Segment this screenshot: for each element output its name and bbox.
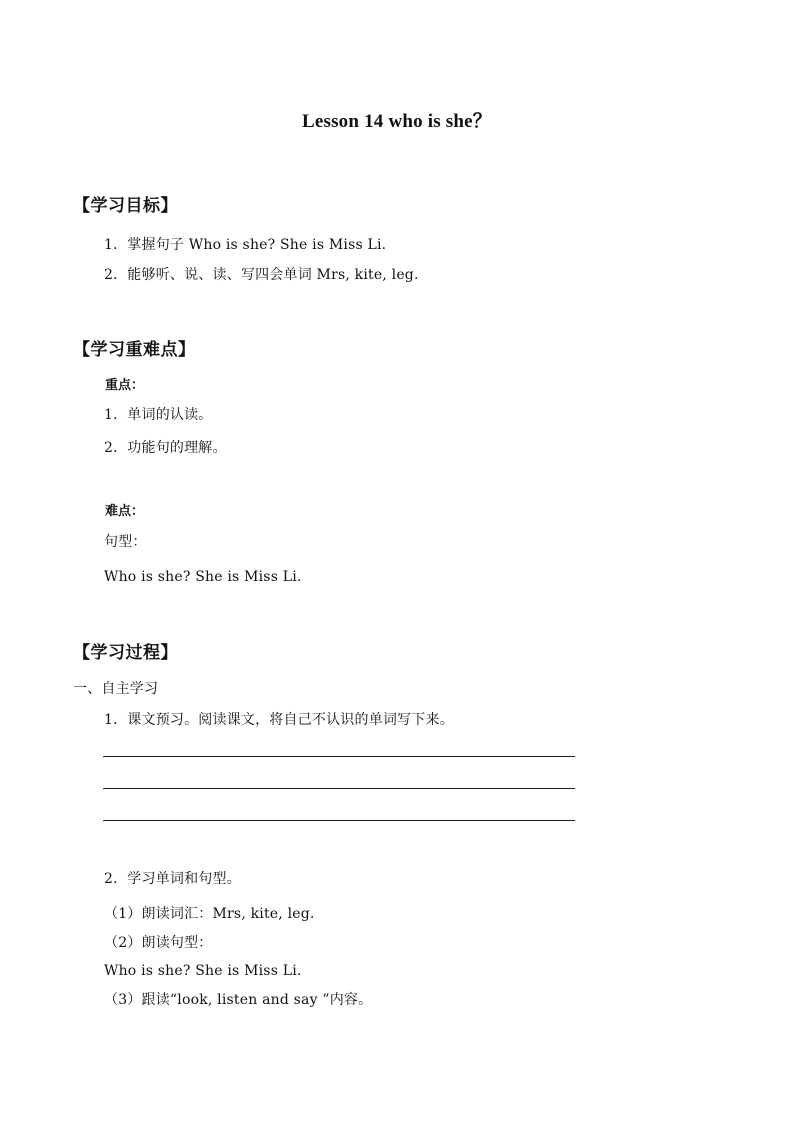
focus-item-1: 1．单词的认读。 bbox=[104, 407, 213, 423]
pattern-sentence: Who is she? She is Miss Li. bbox=[104, 569, 302, 585]
answer-line-2[interactable] bbox=[103, 788, 575, 789]
process-heading: 【学习过程】 bbox=[73, 643, 178, 663]
focus-item-2: 2．功能句的理解。 bbox=[104, 440, 227, 456]
step2-text: 2．学习单词和句型。 bbox=[104, 871, 241, 887]
focus-label: 重点： bbox=[105, 378, 145, 393]
step1-text: 1．课文预习。阅读课文，将自己不认识的单词写下来。 bbox=[104, 712, 454, 728]
lesson-title: Lesson 14 who is she？ bbox=[301, 111, 493, 132]
objectives-heading: 【学习目标】 bbox=[73, 196, 178, 216]
answer-line-3[interactable] bbox=[103, 820, 575, 821]
objective-item-2: 2．能够听、说、读、写四会单词 Mrs, kite, leg. bbox=[104, 267, 419, 283]
part1-title: 一、自主学习 bbox=[73, 681, 159, 697]
sub3-text: （3）跟读“look, listen and say ”内容。 bbox=[104, 992, 373, 1008]
key-points-heading: 【学习重难点】 bbox=[73, 340, 196, 360]
sub2-sentence: Who is she? She is Miss Li. bbox=[104, 963, 302, 979]
objective-item-1: 1．掌握句子 Who is she? She is Miss Li. bbox=[104, 237, 387, 253]
sub2-text: （2）朗读句型： bbox=[104, 935, 213, 951]
answer-line-1[interactable] bbox=[103, 756, 575, 757]
difficulty-label: 难点： bbox=[105, 504, 145, 519]
sub1-text: （1）朗读词汇：Mrs, kite, leg. bbox=[104, 906, 315, 922]
pattern-label: 句型： bbox=[104, 534, 147, 550]
